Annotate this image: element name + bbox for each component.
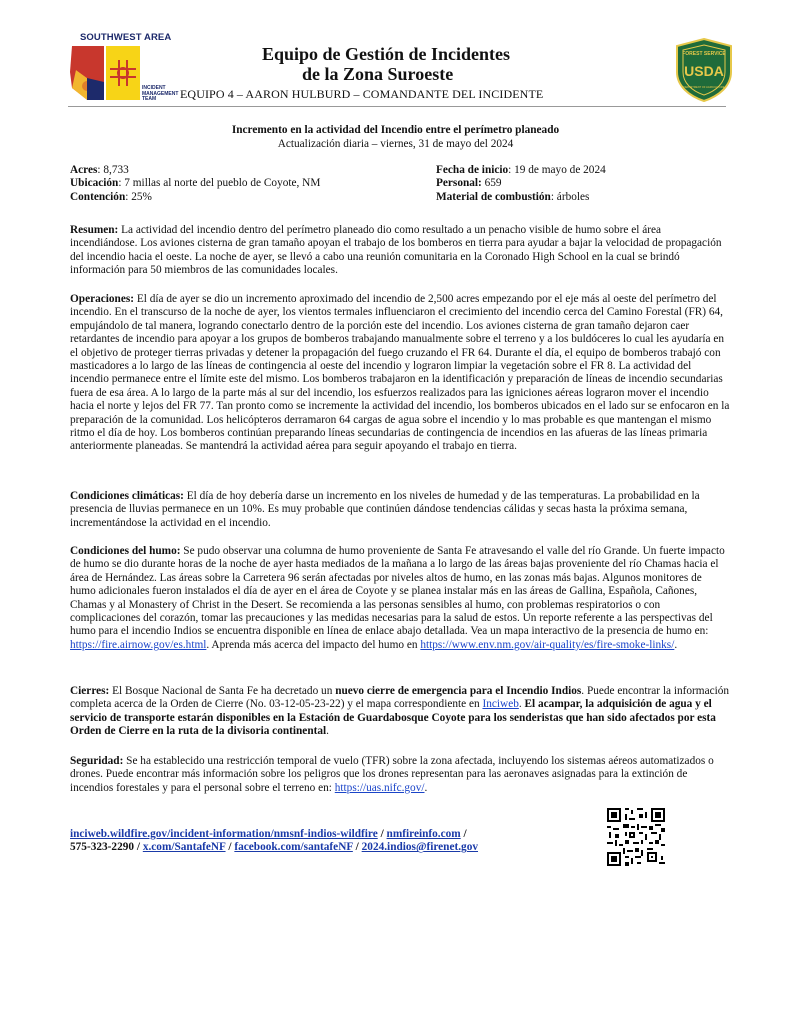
update-date: Actualización diaria – viernes, 31 de mayo del 2024 bbox=[277, 138, 514, 150]
operations-label: Operaciones: bbox=[70, 293, 135, 305]
logo-left-title: SOUTHWEST AREA bbox=[80, 32, 172, 43]
x-santafenf-link[interactable]: x.com/SantafeNF bbox=[142, 841, 226, 854]
contact-sep2: / bbox=[460, 828, 467, 840]
summary-section bbox=[70, 224, 730, 278]
nmfireinfo-link[interactable]: nmfireinfo.com bbox=[386, 828, 461, 840]
southwest-area-logo bbox=[70, 30, 180, 106]
contact-sep5: / bbox=[352, 841, 362, 854]
safety-section bbox=[70, 755, 730, 795]
inciweb-incident-link[interactable]: inciweb.wildfire.gov/incident-information/nmsnf-indios-wildfire bbox=[70, 828, 378, 840]
qr-code-icon[interactable] bbox=[607, 808, 665, 866]
document-heading: Incremento en la actividad del Incendio entre el perímetro planeado bbox=[231, 124, 560, 136]
personnel-fact bbox=[436, 177, 606, 190]
personnel-label: Personal: bbox=[436, 177, 482, 190]
operations-text: El día de ayer se dio un incremento aproximado del incendio de 2,500 acres empezando por el eje más al oeste del perímetro del incendio. En el transcurso de la noche de ayer, los vientos termales influenciaron el crecimiento del incendio cerca del Camino Forestal (FR) 64, empujándolo de tal manera, logrando conectarlo dentro de la porción este del incendio. Los aviones cisterna de gran tamaño dejaron caer retardantes de incendio para apoyar a los grupos de bomberos trabajando manualmente sobre el terreno y a los buldóceres lo cual les ayudaría en el objetivo de proteger tierras privadas y detener la propagación del fuego cruzando el FR 64. Durante el día, el equipo de bomberos trabajó con masticadores a lo largo de las líneas de contingencia al oeste del incendio y lograron limpiar la vegetación sobre el FR 8. La actividad del incendio permanece entre el límite este del mismo. Los bomberos trabajaron en la identificación y preparación de líneas de incendio secundarias fuera de esa área. A lo largo de la parte más al sur del incendio, los esfuerzos realizados para las igniciones aéreas lograron mover el incendio hacia el norte y lejos del FR 77. Tan pronto como se incremente la actividad del incendio, los bomberos ubicados en el lado sur se enfocaron en la preparación de la comunidad. Los helicópteros derramaron 64 cargas de agua sobre el incendio y lo mas probable es que mantengan el mismo ritmo el día de hoy. Los bomberos continúan preparando líneas secundarias de contingencia de incendios en las afueras de las líneas primaria anteriormente planeadas. Se mantendrá la actividad aérea para seguir apoyando el trabajo en tierra. bbox=[70, 293, 730, 453]
contact-links bbox=[70, 828, 590, 855]
airnow-link[interactable]: https://fire.airnow.gov/es.html bbox=[70, 638, 207, 651]
header-divider bbox=[68, 106, 726, 107]
logo-left-subtitle: INCIDENT MANAGEMENT TEAM bbox=[142, 85, 179, 103]
contact-sep1: / bbox=[377, 828, 387, 840]
facts-column-left bbox=[70, 164, 320, 204]
acres-value: : 8,733 bbox=[97, 164, 129, 176]
location-label: Ubicación bbox=[70, 177, 119, 190]
start-date-value: : 19 de mayo de 2024 bbox=[508, 164, 606, 176]
contact-sep4: / bbox=[225, 841, 235, 854]
fuel-label: Material de combustión bbox=[436, 190, 551, 203]
start-date-fact bbox=[436, 164, 606, 177]
smoke-section bbox=[70, 545, 730, 652]
personnel-value: 659 bbox=[481, 177, 502, 190]
smoke-text: Se pudo observar una columna de humo proveniente de Santa Fe atravesando el valle del río Grande. Un fuerte impacto de humo se dio durante horas de la noche de ayer hasta mediados de la mañana a lo largo de las áreas bajas proveniente del río Chamas hacia el área de Hernández. Las áreas sobre la Carretera 96 serán afectadas por niveles altos de humo, en las zonas más bajas. Algunos monitores de humo adicionales fueron instalados el día de ayer en el área de Coyote y se planea instalar más en las áreas de Gallina, Española, Cañones, Chamas y al Monastery of Christ in the Desert. Se recomienda a las personas sensibles al humo, con problemas respiratorios o con complicaciones del corazón, tomar las precauciones y las medidas necesarias para la salud de estos. Un reporte referente a las perspectivas del humo para el incendio Indios se encuentra disponible en línea de enlace abajo detallada. Vea un mapa interactivo de la presencia de humo en: bbox=[70, 545, 725, 638]
closures-text1: El Bosque Nacional de Santa Fe ha decretado un bbox=[109, 685, 336, 697]
closures-emergency-bold: nuevo cierre de emergencia para el Incendio Indios bbox=[335, 685, 582, 697]
closures-text2: . Puede encontrar la información completa acerca de la Orden de Cierre (No. 03-12-05-23-22) y el mapa correspondiente en bbox=[70, 685, 730, 711]
safety-label: Seguridad: bbox=[70, 755, 124, 767]
header-subtitle: EQUIPO 4 – AARON HULBURD – COMANDANTE DEL INCIDENTE bbox=[180, 87, 544, 101]
facts-column-right bbox=[436, 164, 606, 204]
weather-section bbox=[70, 490, 730, 530]
closures-camping-bold: El acampar, la adquisición de agua y el servicio de transporte estarán disponibles en la Estación de Guardabosque Coyote para los senderistas que han sido afectados por esta Orden de Cierre en la ruta de la divisoria continental bbox=[70, 698, 716, 738]
closures-text3: . bbox=[518, 698, 525, 711]
closures-end-text: . bbox=[326, 725, 329, 738]
logo-right-center-text: USDA bbox=[684, 63, 724, 79]
contact-sep3: / bbox=[134, 841, 143, 854]
closures-section bbox=[70, 685, 730, 739]
inciweb-link[interactable]: Inciweb bbox=[482, 698, 519, 711]
safety-text: Se ha establecido una restricción temporal de vuelo (TFR) sobre la zona afectada, incluyendo los sistemas aéreos automatizados o drones. Puede encontrar más información sobre los peligros que los drones representan para las aeronaves asignadas para la extinción de incendios forestales y para el personal sobre el terreno en: bbox=[70, 755, 714, 794]
containment-value: : 25% bbox=[125, 190, 152, 203]
acres-fact bbox=[70, 164, 320, 177]
uas-nifc-link[interactable]: https://uas.nifc.gov/ bbox=[334, 781, 425, 794]
safety-end-text: . bbox=[424, 781, 428, 794]
smoke-label: Condiciones del humo: bbox=[70, 545, 181, 557]
summary-text: La actividad del incendio dentro del perímetro planeado dio como resultado a un penacho visible de humo sobre el área incendiándose. Los aviones cisterna de gran tamaño apoyan el trabajo de los bomberos en tierra para ayudar a bajar la velocidad de propagación del incendio hacia el oeste. La noche de ayer, se llevó a cabo una reunión comunitaria en la Coronado High School en la cual se brindó información para 50 miembros de las comunidades locales. bbox=[70, 224, 722, 277]
contact-phone: 575-323-2290 bbox=[70, 841, 135, 854]
indios-email-link[interactable]: 2024.indios@firenet.gov bbox=[361, 841, 479, 854]
logo-right-top-text: FOREST SERVICE bbox=[682, 51, 726, 57]
forest-service-shield-icon bbox=[675, 38, 733, 102]
smoke-mid-text: . Aprenda más acerca del impacto del humo en bbox=[206, 638, 421, 651]
acres-label: Acres bbox=[70, 164, 98, 176]
arizona-newmexico-map-icon bbox=[70, 42, 142, 104]
document-header bbox=[70, 30, 726, 108]
header-title-line2: de la Zona Suroeste bbox=[302, 64, 454, 84]
containment-label: Contención bbox=[70, 190, 126, 203]
logo-right-bottom-text: DEPARTMENT OF AGRICULTURE bbox=[683, 86, 725, 89]
facebook-santafenf-link[interactable]: facebook.com/santafeNF bbox=[234, 841, 353, 854]
location-value: : 7 millas al norte del pueblo de Coyote, NM bbox=[118, 177, 321, 190]
smoke-end-text: . bbox=[674, 638, 678, 651]
header-title-line1: Equipo de Gestión de Incidentes bbox=[262, 44, 511, 64]
fuel-fact bbox=[436, 191, 606, 204]
weather-text: El día de hoy debería darse un incremento en los niveles de humedad y de las temperaturas. La probabilidad en la presencia de lluvias permanece en un 10%. Es muy probable que continúen dándose tendencias cálidas y secas hasta la próxima semana, incrementándose la actividad en el incendio. bbox=[70, 490, 700, 529]
containment-fact bbox=[70, 191, 320, 204]
env-nm-link[interactable]: https://www.env.nm.gov/air-quality/es/fire-smoke-links/ bbox=[420, 638, 675, 651]
weather-label: Condiciones climáticas: bbox=[70, 490, 184, 502]
start-date-label: Fecha de inicio bbox=[436, 164, 509, 176]
fuel-value: : árboles bbox=[550, 190, 590, 203]
operations-section bbox=[70, 293, 730, 454]
summary-label: Resumen: bbox=[70, 224, 119, 236]
closures-label: Cierres: bbox=[70, 685, 110, 697]
location-fact bbox=[70, 177, 320, 190]
